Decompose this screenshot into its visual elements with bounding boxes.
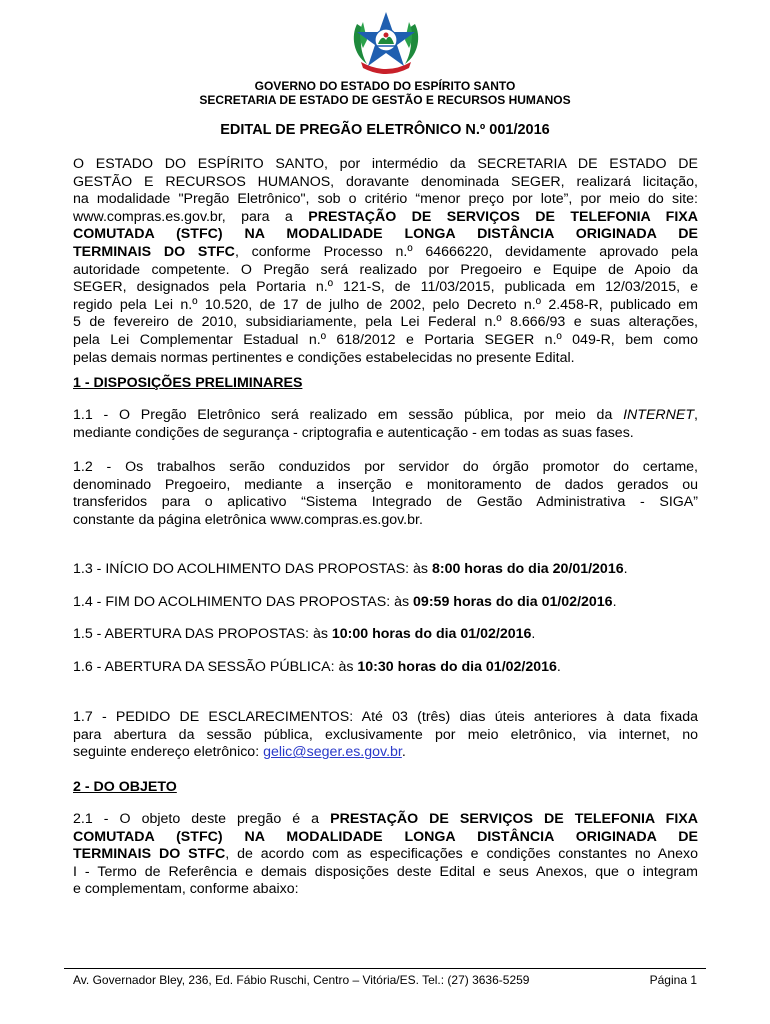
item-date-bold: 10:30 horas do dia 01/02/2016 [357,659,557,675]
intro-line [73,244,698,262]
footer-divider [64,968,706,969]
item-1-5 [73,625,535,643]
intro-line: na modalidade "Pregão Eletrônico", sob o critério “menor preço por lote”, por meio do site: [73,191,698,208]
item-text: 2.1 - O objeto deste pregão é a [73,811,331,827]
intro-line: 5 de fevereiro de 2010, subsidiariamente, pela Lei Federal n.º 8.666/93 e suas alterações, [73,314,698,331]
item-object-bold: TERMINAIS DO STFC [73,846,226,863]
intro-text: www.compras.es.gov.br, para a [73,208,309,225]
section-1-heading: 1 - DISPOSIÇÕES PRELIMINARES [73,375,303,391]
header-secretariat: SECRETARIA DE ESTADO DE GESTÃO E RECURSOS HUMANOS [199,93,571,107]
intro-line [73,209,698,227]
intro-line-bold [73,226,698,244]
item-2-1 [73,811,698,899]
intro-paragraph [73,156,698,367]
footer-address: Av. Governador Bley, 236, Ed. Fábio Ruschi, Centro – Vitória/ES. Tel.: (27) 3636-5259 [73,973,530,987]
item-line: denominado Pregoeiro, mediante a inserção e monitoramento de dados gerados ou [73,476,698,493]
intro-text: , conforme Processo n.º 64666220, devidamente aprovado pela [234,243,698,260]
item-1-6 [73,658,561,676]
item-line [73,744,698,762]
item-text: , de acordo com as especificações e condições constantes no Anexo [225,846,698,863]
item-object-bold: PRESTAÇÃO DE SERVIÇOS DE TELEFONIA FIXA [330,811,698,827]
espirito-santo-coat-of-arms-icon [349,10,423,78]
item-text: . [556,659,561,675]
header-government: GOVERNO DO ESTADO DO ESPÍRITO SANTO [254,79,516,93]
item-line: e complementam, conforme abaixo: [73,881,299,898]
item-line-bold [73,829,698,847]
item-text: 1.4 - FIM DO ACOLHIMENTO DAS PROPOSTAS: às [73,594,414,610]
item-line [73,846,698,864]
item-line: transferidos para o aplicativo “Sistema Integrado de Gestão Administrativa - SIGA” [73,494,698,511]
item-text: . [401,744,406,761]
intro-line: pelas demais normas pertinentes e condições estabelecidas no presente Edital. [73,349,575,366]
intro-line: O ESTADO DO ESPÍRITO SANTO, por intermédio da SECRETARIA DE ESTADO DE [73,156,698,172]
item-text: . [612,594,617,610]
item-line: I - Termo de Referência e demais disposições deste Edital e seus Anexos, que o integram [73,863,698,880]
internet-italic: INTERNET [623,407,695,423]
item-1-7 [73,709,698,762]
intro-object-bold: COMUTADA (STFC) NA MODALIDADE LONGA DISTÂNCIA ORIGINADA DE [73,226,698,243]
item-line: constante da página eletrônica www.compras.es.gov.br. [73,511,423,528]
intro-line: GESTÃO E RECURSOS HUMANOS, doravante denominada SEGER, realizará licitação, [73,173,698,190]
item-text: 1.3 - INÍCIO DO ACOLHIMENTO DAS PROPOSTAS: às [73,561,432,577]
item-text: 1.1 - O Pregão Eletrônico será realizado em sessão pública, por meio da [73,407,624,423]
item-text: . [623,561,628,577]
item-text: , [694,407,698,423]
intro-line: SEGER, designados pela Portaria n.º 121-S, de 11/03/2015, publicada em 12/03/2015, e [73,279,698,296]
item-date-bold: 10:00 horas do dia 01/02/2016 [331,626,532,642]
intro-line: regido pela Lei n.º 10.520, de 17 de julho de 2002, pelo Decreto n.º 2.458-R, publicado em [73,296,698,313]
item-text: . [531,626,536,642]
item-1-3 [73,560,628,578]
item-text: 1.6 - ABERTURA DA SESSÃO PÚBLICA: às [73,659,358,675]
item-line: para abertura da sessão pública, exclusivamente por meio eletrônico, via internet, no [73,726,698,743]
intro-line: pela Lei Complementar Estadual n.º 618/2012 e Portaria SEGER n.º 049-R, bem como [73,331,698,348]
item-text: seguinte endereço eletrônico: [73,744,264,761]
intro-object-bold: PRESTAÇÃO DE SERVIÇOS DE TELEFONIA FIXA [308,208,698,225]
item-1-2 [73,459,698,529]
intro-object-bold: TERMINAIS DO STFC [73,243,235,260]
item-object-bold: COMUTADA (STFC) NA MODALIDADE LONGA DISTÂNCIA ORIGINADA DE [73,828,698,845]
footer-page-number: Página 1 [649,973,697,987]
item-1-1 [73,407,698,442]
item-line [73,811,698,829]
item-line: 1.7 - PEDIDO DE ESCLARECIMENTOS: Até 03 (três) dias úteis anteriores à data fixada [73,709,698,725]
document-title: EDITAL DE PREGÃO ELETRÔNICO N.º 001/2016 [220,122,550,138]
intro-line: autoridade competente. O Pregão será realizado por Pregoeiro e Equipe de Apoio da [73,261,698,278]
item-line [73,407,698,425]
email-link[interactable]: gelic@seger.es.gov.br [263,744,402,761]
item-date-bold: 8:00 horas do dia 20/01/2016 [431,561,624,577]
item-date-bold: 09:59 horas do dia 01/02/2016 [413,594,613,610]
item-line: mediante condições de segurança - criptografia e autenticação - em todas as suas fases. [73,424,634,441]
section-2-heading: 2 - DO OBJETO [73,779,177,795]
item-text: 1.5 - ABERTURA DAS PROPOSTAS: às [73,626,332,642]
item-line: 1.2 - Os trabalhos serão conduzidos por servidor do órgão promotor do certame, [73,459,698,475]
item-1-4 [73,593,617,611]
